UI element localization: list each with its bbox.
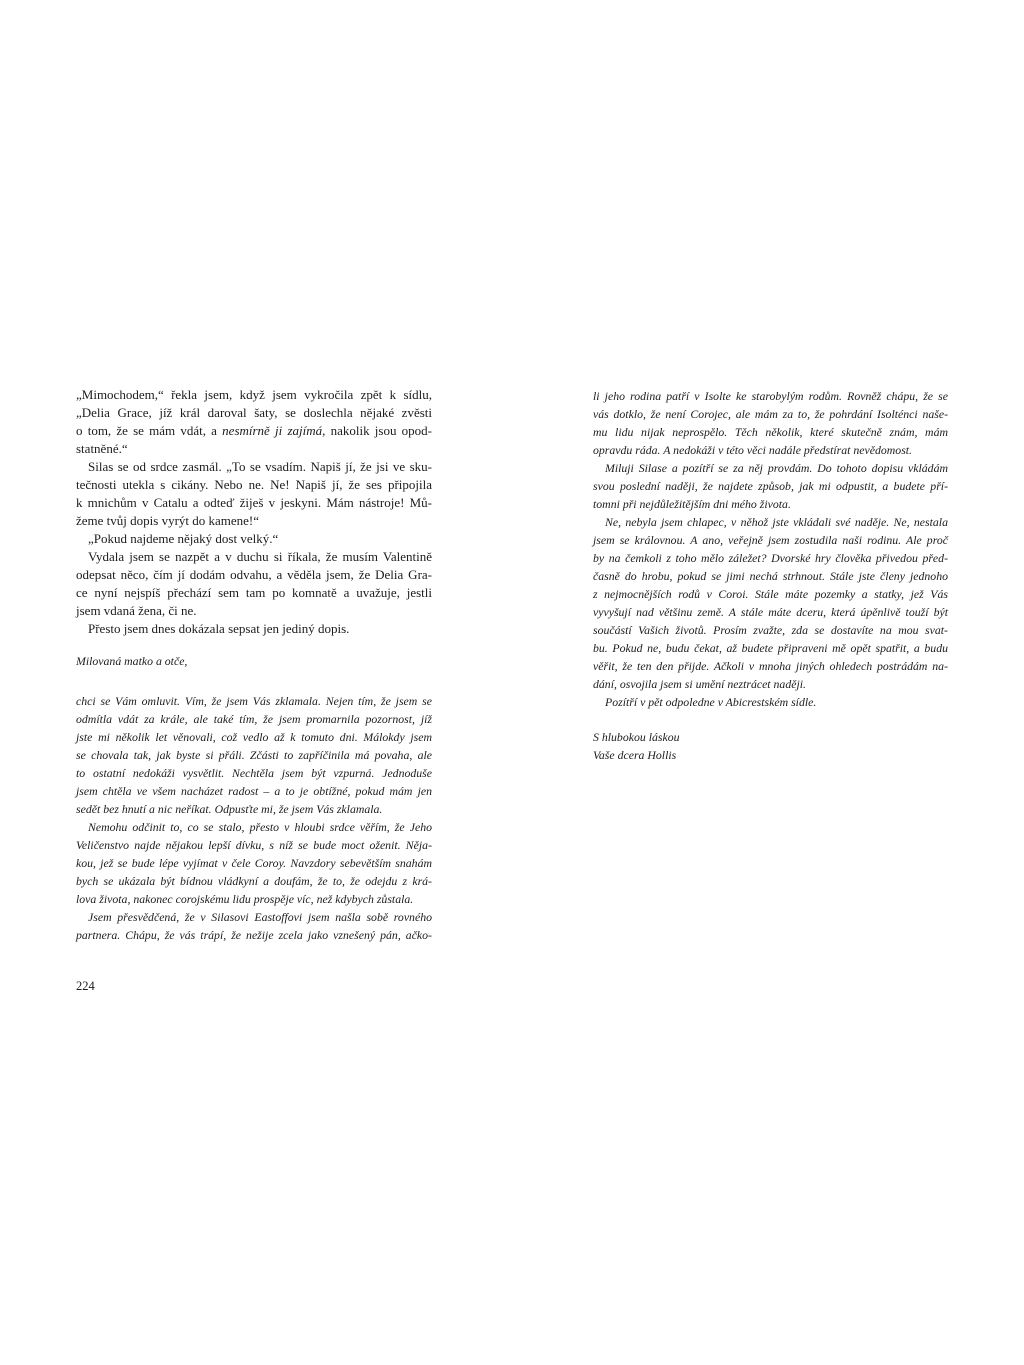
text-line: dání, osvojila jsem si umění neztrácet naději. (593, 677, 806, 691)
letter-body-left (76, 692, 432, 944)
text-line: Nemohu odčinit to, co se stalo, přesto v hloubi srdce věřím, že Jeho (88, 820, 432, 834)
text-line: Ne, nebyla jsem chlapec, v něhož jste vkládali své naděje. Ne, nestala (605, 515, 948, 529)
text-line: svou poslední naději, že najdete způsob, jak mi odpustit, a budete pří- (593, 479, 948, 493)
text-line: mu lidu nijak neprospělo. Těch několik, které skutečně znám, mám (593, 425, 948, 439)
text-line: jsem vdaná žena, či ne. (76, 603, 197, 618)
paragraph (593, 693, 948, 711)
paragraph (76, 458, 432, 530)
text-line: jsem chtěla ve všem nacházet radost – a to je obtížné, pokud mám jen (76, 784, 432, 798)
paragraph (593, 387, 948, 459)
text-line: Přesto jsem dnes dokázala sepsat jen jediný dopis. (88, 621, 350, 636)
text-line: součástí Vašich životů. Prosím zvažte, zda se dostavíte na mou svat- (593, 623, 948, 637)
text-line: Veličenstvo najde nějakou lepší dívku, s níž se bude moct oženit. Něja- (76, 838, 432, 852)
text-line: tečnosti utekla s cikány. Nebo ne. Ne! Napiš jí, že ses připojila (76, 477, 432, 492)
text-line: Pozítří v pět odpoledne v Abicrestském sídle. (605, 695, 817, 709)
text-line: ce nyní nejspíš přechází sem tam po komnatě a uvažuje, jestli (76, 585, 432, 600)
letter-signature: Vaše dcera Hollis (593, 748, 677, 762)
paragraph (76, 692, 432, 818)
text-line: „Mimochodem,“ řekla jsem, když jsem vykročila zpět k sídlu, (76, 387, 432, 402)
text-line: vyvyšují nad většinu země. A stále máte dceru, která úpěnlivě touží být (593, 605, 948, 619)
text-line: žeme tvůj dopis vyrýt do kamene!“ (76, 513, 260, 528)
text-segment: o tom, že se mám vdát, a (76, 423, 223, 438)
text-line: bu. Pokud ne, budu čekat, až budete připraveni mě opět spatřit, a budu (593, 641, 948, 655)
paragraph (76, 818, 432, 908)
paragraph (76, 386, 432, 458)
text-line: statněné.“ (76, 441, 128, 456)
text-line: „Pokud najdeme nějaký dost velký.“ (88, 531, 279, 546)
text-line: „Delia Grace, jíž král daroval šaty, se doslechla nějaké zvěsti (76, 405, 432, 420)
text-line: sedět bez hnutí a nic neříkat. Odpusťte mi, že jsem Vás zklamala. (76, 802, 383, 816)
paragraph (76, 530, 432, 548)
text-line: kou, jež se bude lépe vyjímat v čele Coroy. Navzdory sebevětším snahám (76, 856, 432, 870)
text-line: bych se ukázala být bídnou vládkyní a doufám, že to, že odejdu z krá- (76, 874, 432, 888)
text-line: chci se Vám omluvit. Vím, že jsem Vás zklamala. Nejen tím, že jsem se (76, 694, 432, 708)
text-line: Vydala jsem se nazpět a v duchu si říkala, že musím Valentině (88, 549, 432, 564)
paragraph (593, 459, 948, 513)
text-line: odmítla vdát za krále, ale také tím, že jsem promarnila pozornost, jíž (76, 712, 432, 726)
text-line: jste mi několik let věnovali, což vedlo až k tomuto dni. Málokdy jsem (76, 730, 432, 744)
text-line: jsem se královnou. A ano, veřejně jsem zostudila naši rodinu. Ale proč (593, 533, 948, 547)
text-line: Silas se od srdce zasmál. „To se vsadím. Napiš jí, že jsi ve sku- (88, 459, 432, 474)
text-line: se chovala tak, jak byste si přáli. Zčásti to zapříčinila má povaha, ale (76, 748, 432, 762)
page-number: 224 (76, 979, 95, 993)
text-line: li jeho rodina patří v Isolte ke starobylým rodům. Rovněž chápu, že se (593, 389, 948, 403)
text-line: Miluji Silase a pozítří se za něj provdám. Do tohoto dopisu vkládám (605, 461, 948, 475)
text-line: odepsat něco, čím jí dodám odvahu, a věděla jsem, že Delia Gra- (76, 567, 432, 582)
narrative-text (76, 386, 432, 638)
text-line: by na čemkoli z toho mělo záležet? Dvorské hry člověka přivedou před- (593, 551, 948, 565)
right-page (512, 0, 1024, 1365)
paragraph (76, 620, 432, 638)
emphasized-text: nesmírně ji zajímá (222, 423, 323, 438)
letter-closing: S hlubokou láskou (593, 730, 680, 744)
letter-salutation: Milovaná matko a otče, (76, 654, 188, 668)
text-line: časně do hrobu, pokud se jimi nechá strhnout. Stále jste členy jednoho (593, 569, 948, 583)
text-line: k mnichům v Catalu a odteď žiješ v jeskyni. Mám nástroje! Mů- (76, 495, 432, 510)
text-line: lova života, nakonec corojskému lidu prospěje víc, než kdybych zůstala. (76, 892, 414, 906)
text-line: to ostatní nedokáži vysvětlit. Nechtěla jsem být vzpurná. Jednoduše (76, 766, 432, 780)
paragraph (593, 513, 948, 693)
text-line: Jsem přesvědčená, že v Silasovi Eastoffovi jsem našla sobě rovného (88, 910, 432, 924)
text-line: tomni při nejdůležitějším dni mého života. (593, 497, 791, 511)
text-line: z nejmocnějších rodů v Coroi. Stále máte pozemky a statky, jež Vás (593, 587, 948, 601)
letter-body-right (593, 387, 948, 711)
text-line: partnera. Chápu, že vás trápí, že nežije zcela jako vznešený pán, ačko- (76, 928, 432, 942)
paragraph (76, 548, 432, 620)
text-segment: , nakolik jsou opod- (322, 423, 432, 438)
text-line: věřit, že ten den přijde. Ačkoli v mnoha jiných ohledech postrádám na- (593, 659, 948, 673)
text-line (76, 422, 432, 440)
text-line: opravdu ráda. A nedokáži v této věci nadále předstírat nevědomost. (593, 443, 913, 457)
paragraph (76, 908, 432, 944)
text-line: vás dotklo, že není Corojec, ale mám za to, že pohrdání Isolténci naše- (593, 407, 948, 421)
